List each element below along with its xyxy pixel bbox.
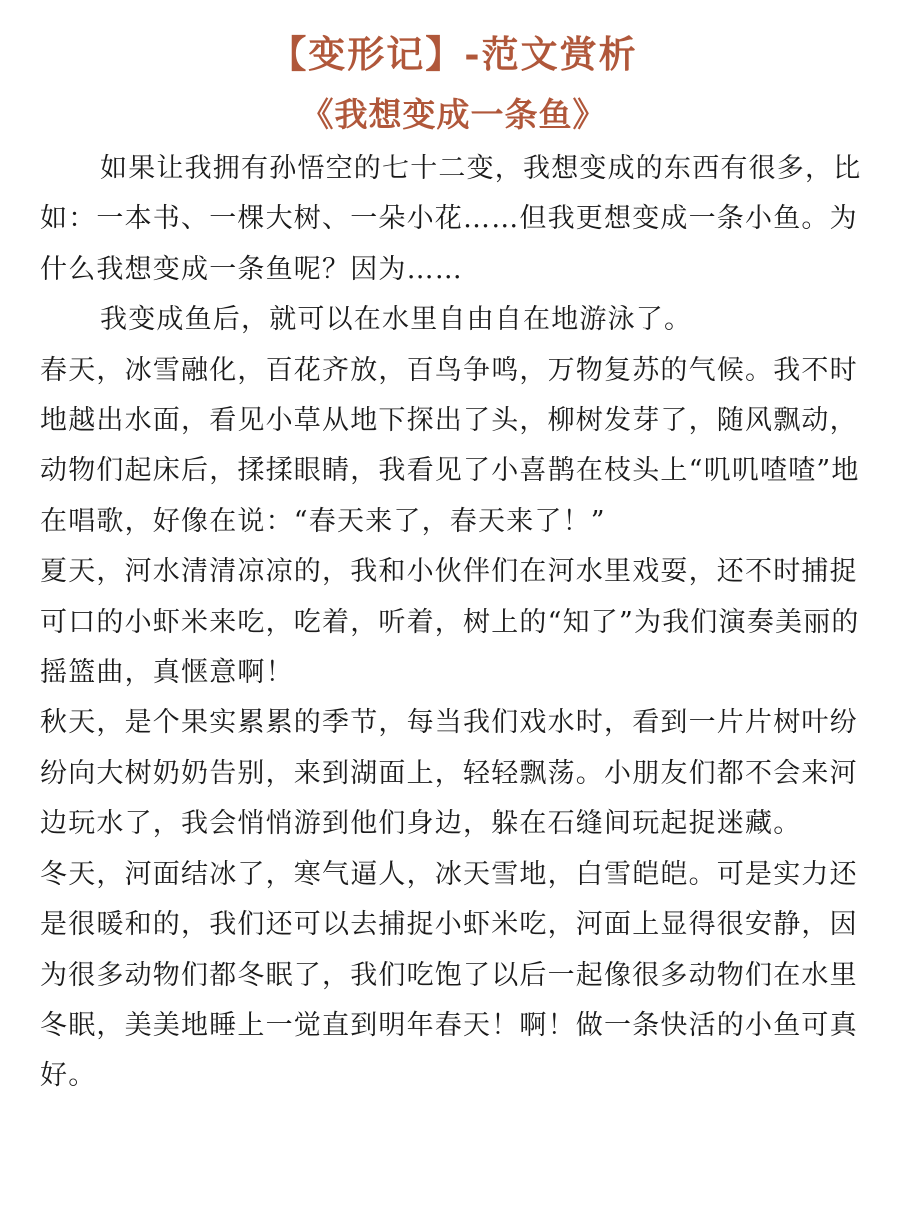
paragraph-autumn: 秋天，是个果实累累的季节，每当我们戏水时，看到一片片树叶纷纷向大树奶奶告别，来到湖面上，轻轻飘荡。小朋友们都不会来河边玩水了，我会悄悄游到他们身边，躲在石缝间玩起捉迷藏。 xyxy=(40,707,858,840)
paragraph-winter: 冬天，河面结冰了，寒气逼人，冰天雪地，白雪皑皑。可是实力还是很暖和的，我们还可以去捕捉小虾米吃，河面上显得很安静，因为很多动物们都冬眠了，我们吃饱了以后一起像很多动物们在水里冬眠，美美地睡上一觉直到明年春天！啊！做一条快活的小鱼可真好。 xyxy=(40,858,858,1092)
page-title: 【变形记】-范文赏析 xyxy=(269,32,638,76)
paragraph-swimming: 我变成鱼后，就可以在水里自由自在地游泳了。 xyxy=(100,304,693,336)
paragraph-intro: 如果让我拥有孙悟空的七十二变，我想变成的东西有很多，比如：一本书、一棵大树、一朵小花……但我更想变成一条小鱼。为什么我想变成一条鱼呢？因为…… xyxy=(40,153,862,285)
essay-body xyxy=(40,144,875,1102)
paragraph-summer: 夏天，河水清清凉凉的，我和小伙伴们在河水里戏耍，还不时捕捉可口的小虾米来吃，吃着，听着，树上的“知了”为我们演奏美丽的摇篮曲，真惬意啊！ xyxy=(40,556,860,689)
essay-title: 《我想变成一条鱼》 xyxy=(300,95,607,134)
paragraph-spring: 春天，冰雪融化，百花齐放，百鸟争鸣，万物复苏的气候。我不时地越出水面，看见小草从地下探出了头，柳树发芽了，随风飘动，动物们起床后，揉揉眼睛，我看见了小喜鹊在枝头上“叽叽喳喳”地在唱歌，好像在说：“春天来了，春天来了！” xyxy=(40,354,860,537)
